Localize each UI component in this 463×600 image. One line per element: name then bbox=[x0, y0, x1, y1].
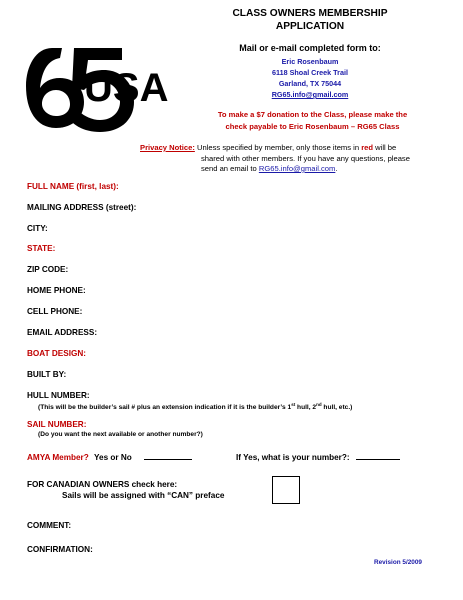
title-line1: CLASS OWNERS MEMBERSHIP bbox=[232, 8, 388, 19]
privacy-email-link[interactable]: RG65.info@gmail.com bbox=[258, 164, 336, 173]
amya-yes-no-blank[interactable] bbox=[144, 451, 192, 460]
privacy-notice: Privacy Notice: Unless specified by member, only those items in red will be shared with other members. If you have any questions, please send an email to RG65.info@gmail.com. bbox=[140, 143, 410, 173]
contact-name: Eric Rosenbaum bbox=[281, 57, 339, 66]
amya-member-label: AMYA Member? bbox=[27, 453, 89, 462]
amya-number-label: If Yes, what is your number?: bbox=[236, 453, 350, 462]
confirmation-label: CONFIRMATION: bbox=[27, 545, 93, 554]
home-phone-label: HOME PHONE: bbox=[27, 286, 86, 295]
amya-number-blank[interactable] bbox=[356, 451, 400, 460]
state-label: STATE: bbox=[27, 244, 56, 253]
title-line2: APPLICATION bbox=[275, 21, 345, 32]
form-title bbox=[195, 7, 425, 33]
amya-yes-no: Yes or No bbox=[94, 453, 132, 462]
boat-design-label: BOAT DESIGN: bbox=[27, 349, 86, 358]
canadian-sails-note: Sails will be assigned with “CAN” preface bbox=[62, 491, 225, 500]
amya-row bbox=[27, 451, 192, 462]
email-label: EMAIL ADDRESS: bbox=[27, 328, 98, 337]
contact-street: 6118 Shoal Creek Trail bbox=[272, 68, 348, 77]
zip-label: ZIP CODE: bbox=[27, 265, 69, 274]
comment-label: COMMENT: bbox=[27, 521, 72, 530]
full-name-label: FULL NAME (first, last): bbox=[27, 182, 119, 191]
hull-number-label: HULL NUMBER: bbox=[27, 391, 90, 400]
amya-number-row bbox=[236, 451, 400, 462]
city-label: CITY: bbox=[27, 224, 48, 233]
contact-block bbox=[195, 56, 425, 100]
logo-usa-text: USA bbox=[84, 66, 169, 110]
sail-number-label: SAIL NUMBER: bbox=[27, 420, 87, 429]
privacy-label: Privacy Notice: bbox=[140, 143, 195, 152]
revision-label: Revision 5/2009 bbox=[374, 559, 422, 566]
canadian-owners-label: FOR CANADIAN OWNERS check here: bbox=[27, 480, 178, 489]
hull-number-note: (This will be the builder’s sail # plus an extension indication if it is the builder’s 1st hull, 2nd hull, etc.) bbox=[38, 402, 353, 412]
contact-email-link[interactable]: RG65.info@gmail.com bbox=[271, 90, 349, 99]
logo bbox=[22, 44, 202, 134]
sail-number-note: (Do you want the next available or another number?) bbox=[38, 431, 203, 438]
canadian-checkbox[interactable] bbox=[272, 476, 300, 504]
donation-note: To make a $7 donation to the Class, please make the check payable to Eric Rosenbaum – RG65 Class bbox=[217, 110, 408, 131]
built-by-label: BUILT BY: bbox=[27, 370, 67, 379]
mail-instruction: Mail or e-mail completed form to: bbox=[239, 43, 381, 53]
contact-city: Garland, TX 75044 bbox=[278, 79, 342, 88]
mailing-address-label: MAILING ADDRESS (street): bbox=[27, 203, 137, 212]
cell-phone-label: CELL PHONE: bbox=[27, 307, 83, 316]
